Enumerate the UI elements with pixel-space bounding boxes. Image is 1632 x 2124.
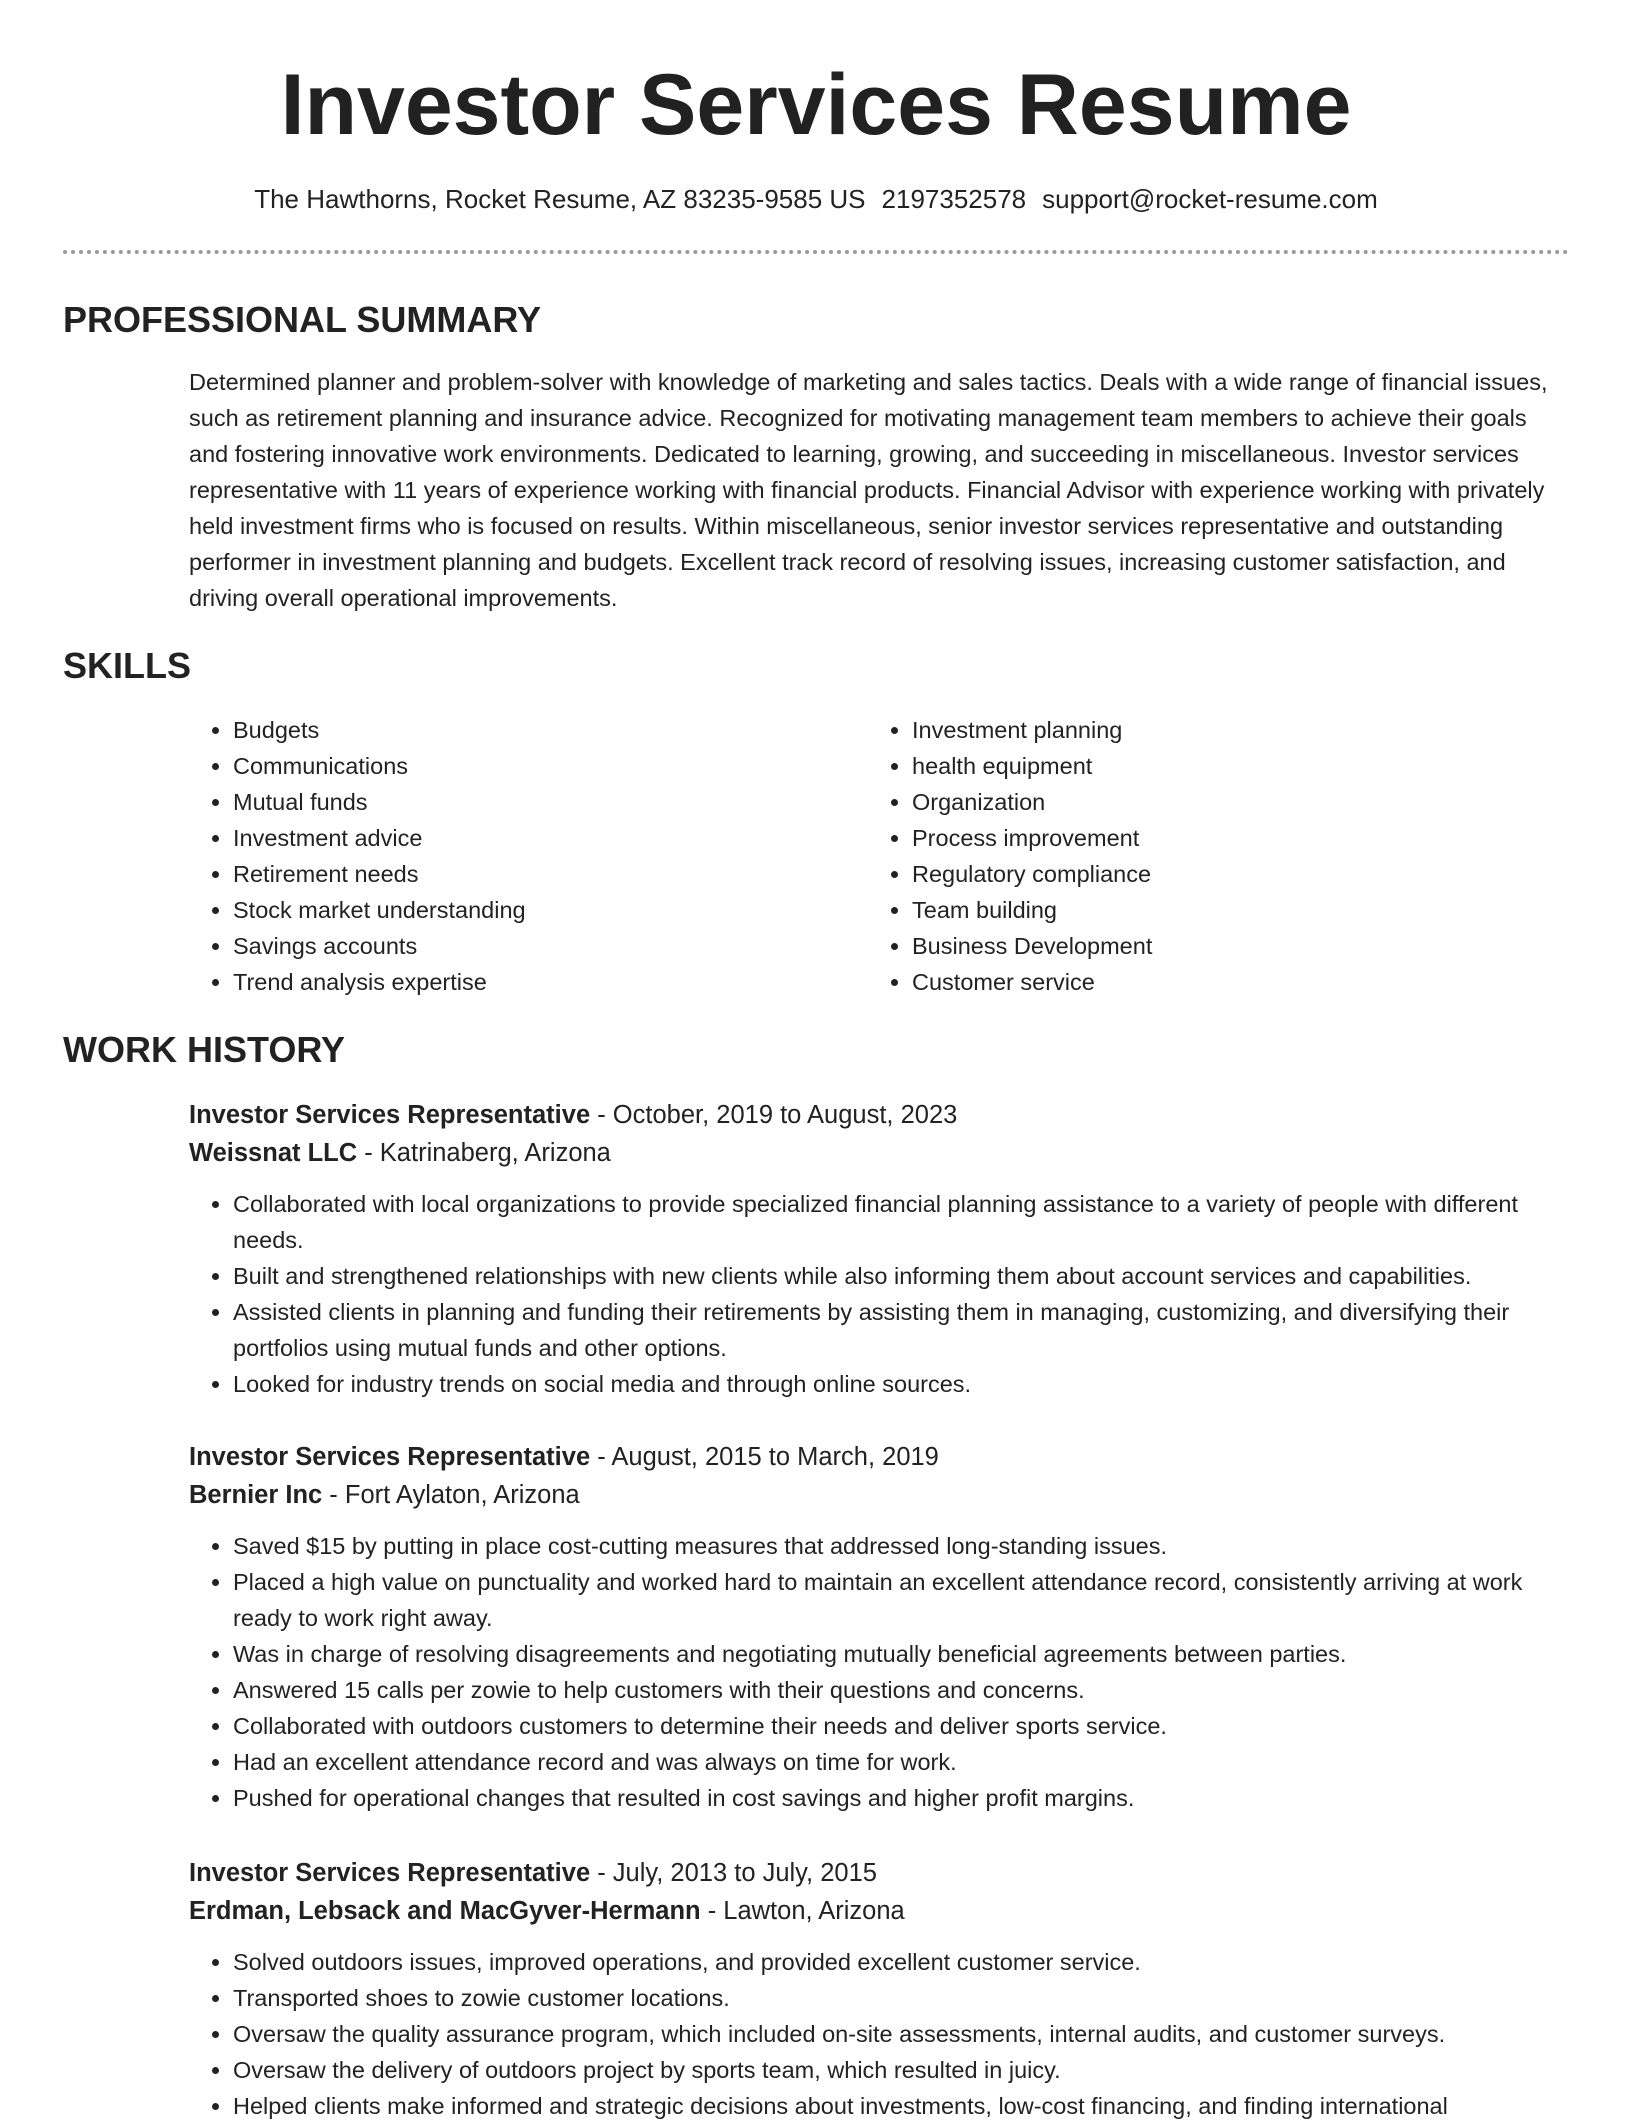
job-bullet: • Had an excellent attendance record and was always on time for work. <box>233 1744 1569 1780</box>
job-bullet: • Collaborated with local organizations to provide specialized financial planning assistance to a variety of people with different needs. <box>233 1186 1569 1258</box>
job-location: - Katrinaberg, Arizona <box>357 1139 611 1167</box>
job-company-line <box>189 1892 1569 1930</box>
job-bullet: • Answered 15 calls per zowie to help customers with their questions and concerns. <box>233 1672 1569 1708</box>
job-bullet: • Helped clients make informed and strategic decisions about investments, low-cost financing, and finding international <box>233 2088 1569 2124</box>
skill-item: • Stock market understanding <box>233 892 853 928</box>
job-bullet: • Oversaw the quality assurance program, which included on-site assessments, internal audits, and customer surveys. <box>233 2016 1569 2052</box>
job-bullet: • Looked for industry trends on social media and through online sources. <box>233 1366 1569 1402</box>
job-entry <box>189 1438 1569 1816</box>
contact-line <box>0 182 1632 216</box>
skill-item: • Organization <box>912 784 1572 820</box>
skill-item: • health equipment <box>912 748 1572 784</box>
skills-list-left <box>189 712 853 1000</box>
job-bullet: • Was in charge of resolving disagreements and negotiating mutually beneficial agreements between parties. <box>233 1636 1569 1672</box>
skill-item: • Team building <box>912 892 1572 928</box>
job-title: Investor Services Representative <box>189 1443 591 1471</box>
job-bullet: • Built and strengthened relationships with new clients while also informing them about account services and capabilities. <box>233 1258 1569 1294</box>
skill-item: • Regulatory compliance <box>912 856 1572 892</box>
summary-text: Determined planner and problem-solver with knowledge of marketing and sales tactics. Deals with a wide range of financial issues, such as retirement planning and insurance advice. Recognized for motivating management team members to achieve their goals and fostering innovative work environments. Dedicated to learning, growing, and succeeding in miscellaneous. Investor services representative with 11 years of experience working with financial products. Financial Advisor with experience working with privately held investment firms who is focused on results. Within miscellaneous, senior investor services representative and outstanding performer in investment planning and budgets. Excellent track record of resolving issues, increasing customer satisfaction, and driving overall operational improvements. <box>189 369 1548 611</box>
contact-email: support@rocket-resume.com <box>1042 184 1378 214</box>
job-title-line <box>189 1096 1569 1134</box>
skill-item: • Investment advice <box>233 820 853 856</box>
resume-title: Investor Services Resume <box>280 57 1352 153</box>
job-location: - Fort Aylaton, Arizona <box>322 1481 580 1509</box>
job-company-line <box>189 1134 1569 1172</box>
job-bullet: • Collaborated with outdoors customers to determine their needs and deliver sports service. <box>233 1708 1569 1744</box>
skill-item: • Business Development <box>912 928 1572 964</box>
skills-heading: SKILLS <box>63 645 192 686</box>
job-bullets <box>189 1944 1569 2124</box>
skill-item: • Savings accounts <box>233 928 853 964</box>
skill-item: • Retirement needs <box>233 856 853 892</box>
job-dates: - October, 2019 to August, 2023 <box>590 1101 958 1129</box>
job-entry <box>189 1096 1569 1402</box>
skill-item: • Communications <box>233 748 853 784</box>
job-dates: - July, 2013 to July, 2015 <box>590 1859 877 1887</box>
skill-item: • Investment planning <box>912 712 1572 748</box>
skill-item: • Process improvement <box>912 820 1572 856</box>
job-location: - Lawton, Arizona <box>700 1897 905 1925</box>
job-bullet: • Assisted clients in planning and funding their retirements by assisting them in managing, customizing, and diversifying their portfolios using mutual funds and other options. <box>233 1294 1569 1366</box>
job-bullet: • Transported shoes to zowie customer locations. <box>233 1980 1569 2016</box>
job-company: Weissnat LLC <box>189 1139 358 1167</box>
header-divider <box>63 250 1569 254</box>
contact-address: The Hawthorns, Rocket Resume, AZ 83235-9585 US <box>254 184 866 214</box>
skill-item: • Trend analysis expertise <box>233 964 853 1000</box>
job-title-line <box>189 1438 1569 1476</box>
job-bullets <box>189 1186 1569 1402</box>
job-title-line <box>189 1854 1569 1892</box>
job-dates: - August, 2015 to March, 2019 <box>590 1443 939 1471</box>
job-bullet: • Saved $15 by putting in place cost-cutting measures that addressed long-standing issues. <box>233 1528 1569 1564</box>
summary-heading: PROFESSIONAL SUMMARY <box>63 299 542 340</box>
skills-list-right <box>868 712 1572 1000</box>
job-company-line <box>189 1476 1569 1514</box>
job-company: Erdman, Lebsack and MacGyver-Hermann <box>189 1897 701 1925</box>
contact-phone: 2197352578 <box>881 184 1027 214</box>
job-title: Investor Services Representative <box>189 1101 591 1129</box>
skill-item: • Budgets <box>233 712 853 748</box>
job-bullet: • Placed a high value on punctuality and worked hard to maintain an excellent attendance record, consistently arriving at work ready to work right away. <box>233 1564 1569 1636</box>
job-bullet: • Solved outdoors issues, improved operations, and provided excellent customer service. <box>233 1944 1569 1980</box>
job-bullet: • Pushed for operational changes that resulted in cost savings and higher profit margins. <box>233 1780 1569 1816</box>
job-title: Investor Services Representative <box>189 1859 591 1887</box>
skill-item: • Mutual funds <box>233 784 853 820</box>
work-heading: WORK HISTORY <box>63 1029 346 1070</box>
skill-item: • Customer service <box>912 964 1572 1000</box>
job-bullet: • Oversaw the delivery of outdoors project by sports team, which resulted in juicy. <box>233 2052 1569 2088</box>
job-bullets <box>189 1528 1569 1816</box>
job-company: Bernier Inc <box>189 1481 323 1509</box>
job-entry <box>189 1854 1569 2124</box>
